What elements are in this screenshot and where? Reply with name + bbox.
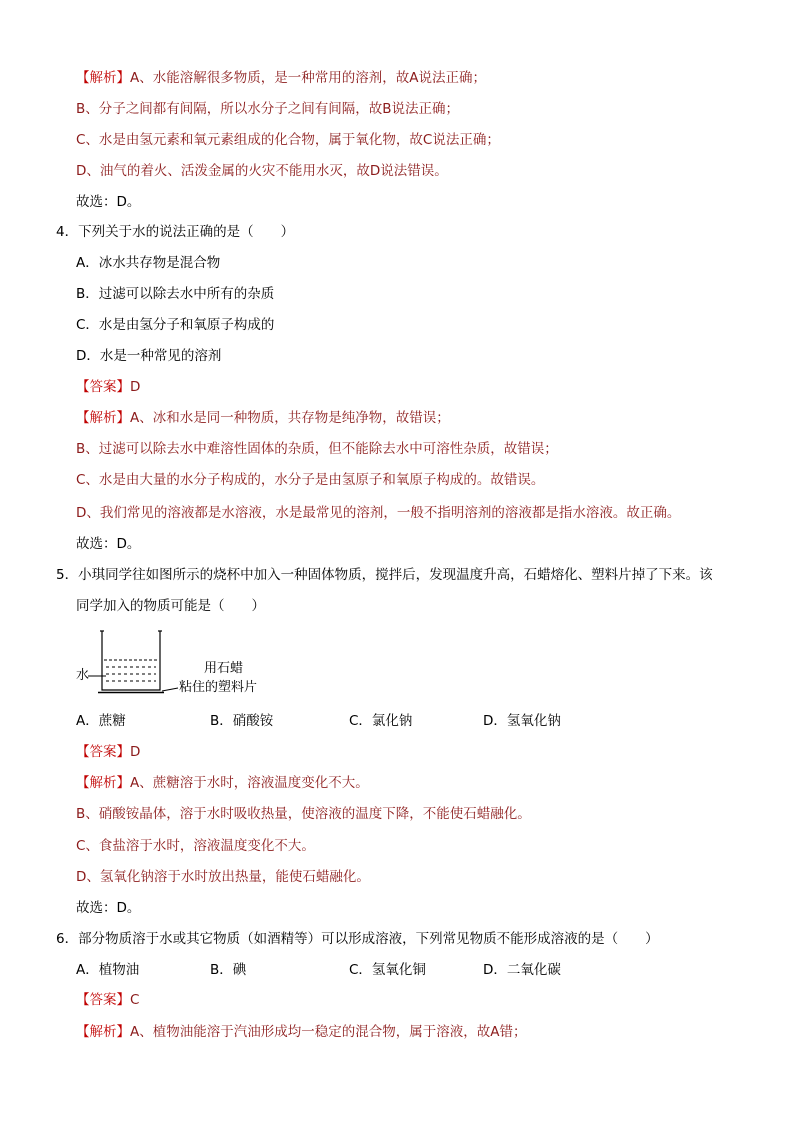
option-c: C．水是由氢分子和氧原子构成的	[76, 317, 275, 333]
explanation-tag: 【解析】	[76, 775, 130, 791]
explanation-line: B、过滤可以除去水中难溶性固体的杂质，但不能除去水中可溶性杂质，故错误；	[76, 441, 558, 457]
answer-tag: 【答案】	[76, 744, 130, 760]
explanation-line: B、硝酸铵晶体，溶于水时吸收热量，使溶液的温度下降，不能使石蜡融化。	[76, 806, 531, 822]
option-b: B．碘	[210, 962, 247, 978]
option-d: D．二氧化碳	[483, 962, 561, 978]
beaker-figure	[76, 628, 296, 700]
option-a: A．植物油	[76, 962, 140, 978]
conclusion-line: 故选：D。	[76, 900, 141, 916]
option-d: D．水是一种常见的溶剂	[76, 348, 222, 364]
explanation-line: D、油气的着火、活泼金属的火灾不能用水灭，故D说法错误。	[76, 163, 448, 179]
answer-tag: 【答案】	[76, 379, 130, 395]
explanation-line: 【解析】A、植物油能溶于汽油形成均一稳定的混合物，属于溶液，故A错；	[76, 1024, 527, 1040]
explanation-line: 【解析】A、冰和水是同一种物质，共存物是纯净物，故错误；	[76, 410, 450, 426]
option-b: B．硝酸铵	[210, 713, 274, 729]
option-b: B．过滤可以除去水中所有的杂质	[76, 286, 275, 302]
answer-line	[76, 377, 140, 397]
question-5-stem-cont: 同学加入的物质可能是（ ）	[76, 598, 265, 614]
explanation-tag: 【解析】	[76, 70, 130, 86]
answer-value: D	[130, 744, 141, 760]
answer-tag: 【答案】	[76, 992, 130, 1008]
question-4-stem: 4．下列关于水的说法正确的是（ ）	[56, 224, 295, 240]
option-a: A．冰水共存物是混合物	[76, 255, 221, 271]
option-d: D．氢氧化钠	[483, 713, 561, 729]
conclusion-line: 故选：D。	[76, 194, 141, 210]
question-6-stem: 6．部分物质溶于水或其它物质（如酒精等）可以形成溶液，下列常见物质不能形成溶液的是（ ）	[56, 931, 659, 947]
answer-line	[76, 742, 140, 762]
water-label: 水	[76, 668, 90, 683]
plate-label: 粘住的塑料片	[179, 680, 258, 695]
conclusion-line: 故选：D。	[76, 536, 141, 552]
explanation-line: C、水是由氢元素和氧元素组成的化合物，属于氧化物，故C说法正确；	[76, 132, 500, 148]
answer-line	[76, 990, 139, 1010]
answer-value: C	[130, 992, 140, 1008]
option-c: C．氢氧化铜	[349, 962, 426, 978]
explanation-line: 【解析】A、蔗糖溶于水时，溶液温度变化不大。	[76, 775, 369, 791]
explanation-line: 【解析】A、水能溶解很多物质，是一种常用的溶剂，故A说法正确；	[76, 70, 486, 86]
plate-leader	[162, 688, 178, 691]
explanation-tag: 【解析】	[76, 410, 130, 426]
option-a: A．蔗糖	[76, 713, 126, 729]
explanation-line: C、水是由大量的水分子构成的，水分子是由氢原子和氧原子构成的。故错误。	[76, 472, 545, 488]
explanation-tag: 【解析】	[76, 1024, 130, 1040]
explanation-line: B、分子之间都有间隔，所以水分子之间有间隔，故B说法正确；	[76, 101, 460, 117]
explanation-line: D、氢氧化钠溶于水时放出热量，能使石蜡融化。	[76, 869, 370, 885]
answer-value: D	[130, 379, 141, 395]
wax-label: 用石蜡	[204, 661, 244, 676]
explanation-line: C、食盐溶于水时，溶液温度变化不大。	[76, 838, 315, 854]
question-5-stem: 5．小琪同学往如图所示的烧杯中加入一种固体物质，搅拌后，发现温度升高，石蜡熔化、塑料片掉了下来。该	[56, 567, 713, 583]
explanation-line: D、我们常见的溶液都是水溶液，水是最常见的溶剂，一般不指明溶剂的溶液都是指水溶液。故正确。	[76, 505, 681, 521]
option-c: C．氯化钠	[349, 713, 413, 729]
